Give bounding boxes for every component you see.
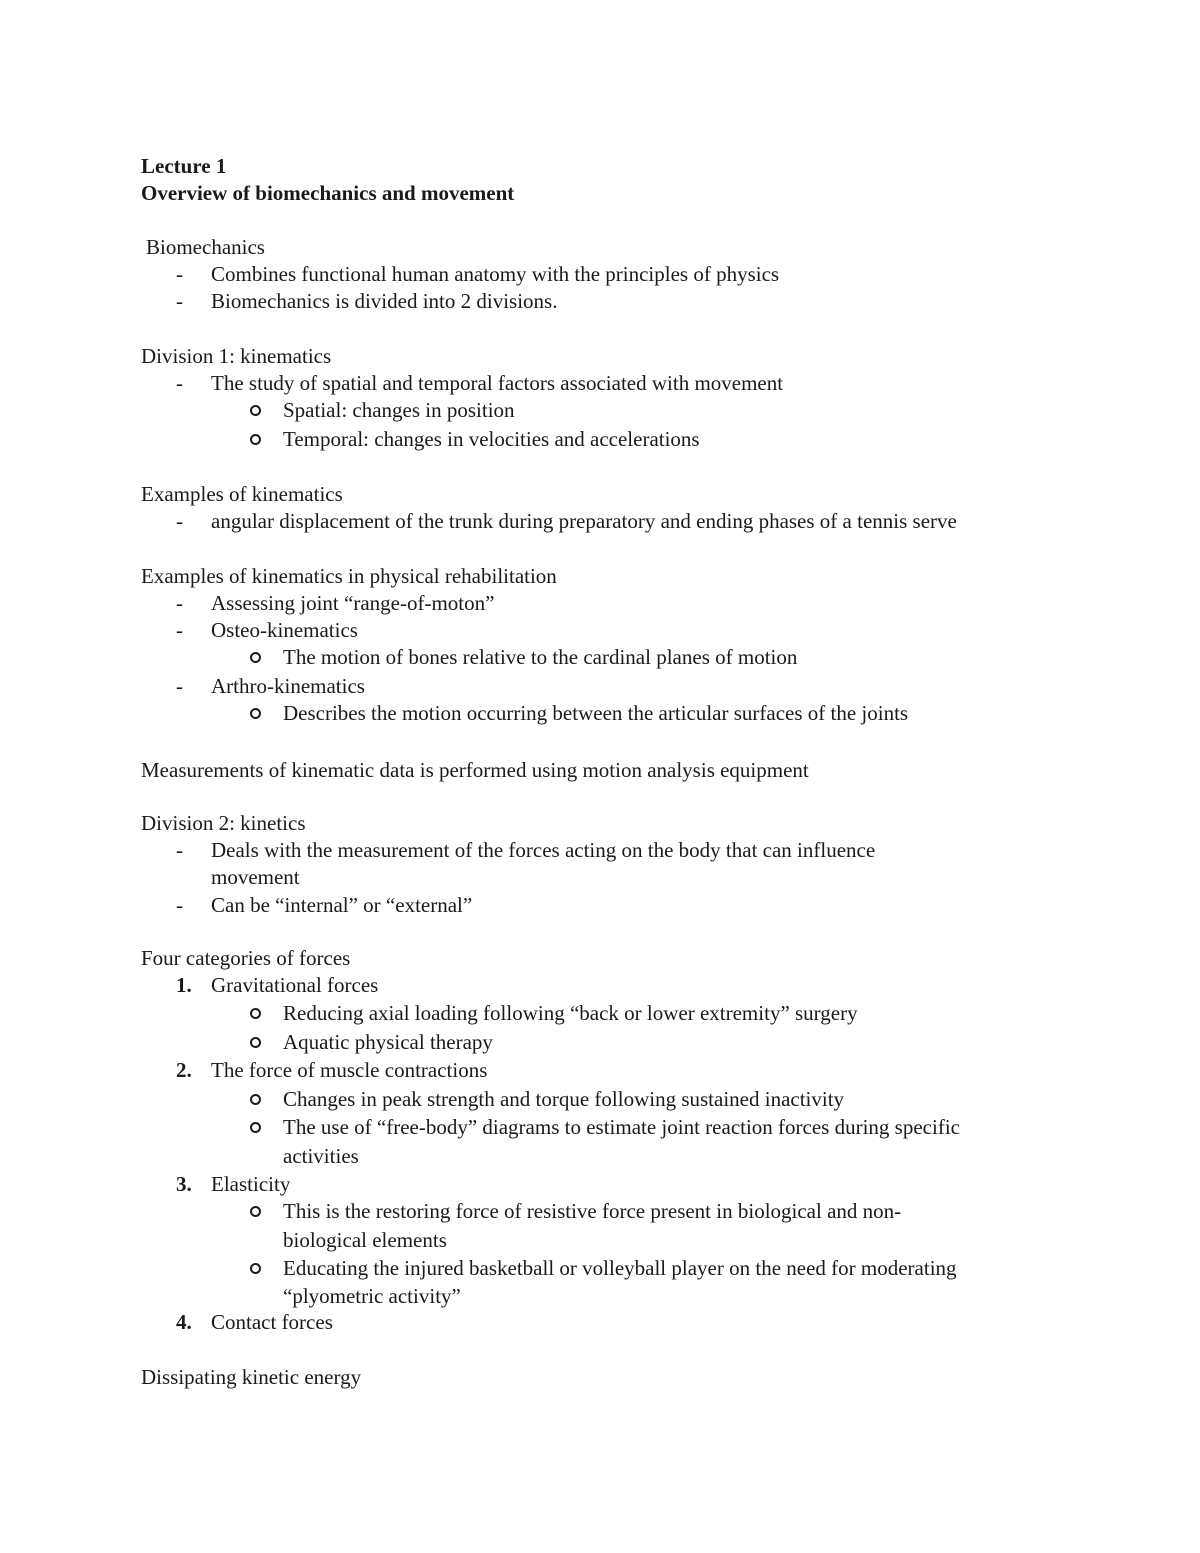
sub-list-item: The motion of bones relative to the cardinal planes of motion	[283, 645, 798, 669]
circle-bullet-icon	[250, 434, 261, 445]
biomechanics-heading: Biomechanics	[146, 235, 265, 259]
dash-bullet: -	[176, 371, 183, 395]
circle-bullet-icon	[250, 1094, 261, 1105]
dash-bullet: -	[176, 674, 183, 698]
list-item: Biomechanics is divided into 2 divisions.	[211, 289, 558, 313]
sub-list-item: Spatial: changes in position	[283, 398, 515, 422]
list-item: Arthro-kinematics	[211, 674, 365, 698]
list-item-continuation: movement	[211, 865, 300, 889]
list-item: Deals with the measurement of the forces acting on the body that can influence	[211, 838, 876, 862]
numbered-item: The force of muscle contractions	[211, 1058, 488, 1082]
list-item: Can be “internal” or “external”	[211, 893, 473, 917]
circle-bullet-icon	[250, 652, 261, 663]
sub-list-item-continuation: activities	[283, 1144, 359, 1168]
list-item: Assessing joint “range-of-moton”	[211, 591, 495, 615]
circle-bullet-icon	[250, 405, 261, 416]
sub-list-item-continuation: biological elements	[283, 1228, 447, 1252]
sub-list-item: Temporal: changes in velocities and accelerations	[283, 427, 700, 451]
numbered-item: Elasticity	[211, 1172, 291, 1196]
list-item: The study of spatial and temporal factors associated with movement	[211, 371, 784, 395]
dash-bullet: -	[176, 509, 183, 533]
sub-list-item-continuation: “plyometric activity”	[283, 1284, 461, 1308]
numbered-item: Contact forces	[211, 1310, 333, 1334]
sub-list-item: This is the restoring force of resistive force present in biological and non-	[283, 1199, 902, 1223]
list-number: 2.	[176, 1058, 192, 1082]
list-number: 3.	[176, 1172, 192, 1196]
rehab-heading: Examples of kinematics in physical rehabilitation	[141, 564, 557, 588]
dash-bullet: -	[176, 618, 183, 642]
dash-bullet: -	[176, 838, 183, 862]
division1-heading: Division 1: kinematics	[141, 344, 332, 368]
circle-bullet-icon	[250, 1122, 261, 1133]
dash-bullet: -	[176, 289, 183, 313]
circle-bullet-icon	[250, 708, 261, 719]
lecture-number: Lecture 1	[141, 154, 227, 178]
circle-bullet-icon	[250, 1008, 261, 1019]
examples-heading: Examples of kinematics	[141, 482, 343, 506]
circle-bullet-icon	[250, 1263, 261, 1274]
sub-list-item: The use of “free-body” diagrams to estimate joint reaction forces during specific	[283, 1115, 960, 1139]
list-item: Osteo-kinematics	[211, 618, 358, 642]
sub-list-item: Reducing axial loading following “back or lower extremity” surgery	[283, 1001, 858, 1025]
dash-bullet: -	[176, 262, 183, 286]
sub-list-item: Describes the motion occurring between the articular surfaces of the joints	[283, 701, 909, 725]
list-item: angular displacement of the trunk during preparatory and ending phases of a tennis serve	[211, 509, 957, 533]
dash-bullet: -	[176, 591, 183, 615]
dash-bullet: -	[176, 893, 183, 917]
circle-bullet-icon	[250, 1206, 261, 1217]
list-item: Combines functional human anatomy with the principles of physics	[211, 262, 780, 286]
sub-list-item: Changes in peak strength and torque following sustained inactivity	[283, 1087, 845, 1111]
sub-list-item: Educating the injured basketball or volleyball player on the need for moderating	[283, 1256, 957, 1280]
division2-heading: Division 2: kinetics	[141, 811, 306, 835]
dissipating-heading: Dissipating kinetic energy	[141, 1365, 362, 1389]
forces-heading: Four categories of forces	[141, 946, 351, 970]
measurements-paragraph: Measurements of kinematic data is performed using motion analysis equipment	[141, 758, 809, 782]
list-number: 4.	[176, 1310, 192, 1334]
sub-list-item: Aquatic physical therapy	[283, 1030, 493, 1054]
list-number: 1.	[176, 973, 192, 997]
lecture-title: Overview of biomechanics and movement	[141, 181, 515, 205]
numbered-item: Gravitational forces	[211, 973, 379, 997]
circle-bullet-icon	[250, 1037, 261, 1048]
